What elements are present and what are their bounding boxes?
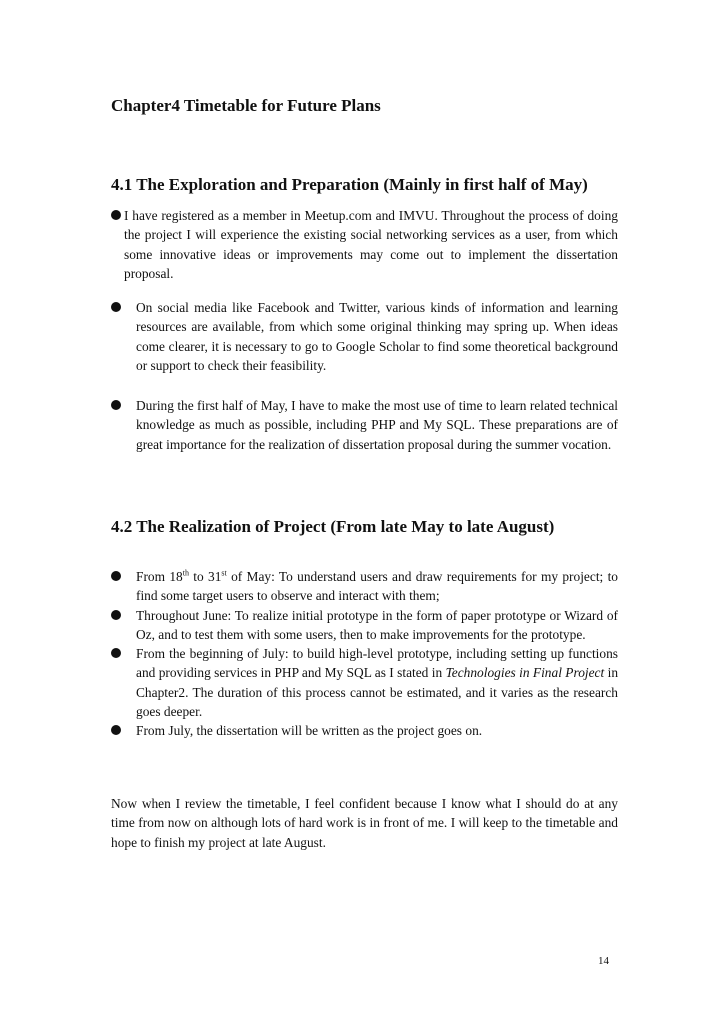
bullet-icon [111, 302, 121, 312]
bullet-text: From the beginning of July: to build high-level prototype, including setting up functions and providing services in PHP and My SQL as I stated in Technologies in Final Project in Chapter2. The duration of this process cannot be estimated, and it varies as the research goes deeper. [136, 646, 619, 720]
bullet-text: On social media like Facebook and Twitter, various kinds of information and learning resources are available, from which some original thinking may spring up. When ideas come clearer, it is necessary to go to Google Scholar to find some theoretical background or support to check their feasibility. [136, 300, 618, 373]
section2-bullet-1 [111, 567, 618, 606]
bullet-text: I have registered as a member in Meetup.com and IMVU. Throughout the process of doing the project I will experience the existing social networking services as a user, from which some innovative ideas or improvements may come out to implement the dissertation proposal. [124, 208, 618, 281]
section-title-4-1: 4.1 The Exploration and Preparation (Mainly in first half of May) [111, 175, 588, 194]
section1-bullet-2 [111, 298, 618, 375]
bullet-icon [111, 571, 121, 581]
section2-bullet-3 [111, 644, 618, 721]
bullet-text: From 18th to 31st of May: To understand users and draw requirements for my project; to find some target users to observe and interact with them; [136, 568, 618, 604]
bullet-icon [111, 400, 121, 410]
chapter-title: Chapter4 Timetable for Future Plans [111, 96, 381, 115]
section-title-4-2: 4.2 The Realization of Project (From late May to late August) [111, 517, 555, 536]
bullet-text: During the first half of May, I have to make the most use of time to learn related technical knowledge as much as possible, including PHP and My SQL. These preparations are of great importance for the realization of dissertation proposal during the summer vocation. [136, 398, 618, 452]
bullet-icon [111, 210, 121, 220]
section2-bullet-2 [111, 606, 618, 645]
bullet-text: From July, the dissertation will be written as the project goes on. [136, 723, 483, 739]
closing-paragraph: Now when I review the timetable, I feel confident because I know what I should do at any time from now on although lots of hard work is in front of me. I will keep to the timetable and hope to finish my project at late August. [111, 796, 618, 850]
page-number: 14 [598, 955, 609, 967]
bullet-text: Throughout June: To realize initial prototype in the form of paper prototype or Wizard of Oz, and to test them with some users, then to make improvements for the prototype. [136, 607, 618, 642]
bullet-icon [111, 725, 121, 735]
section2-bullet-4 [111, 721, 618, 740]
chapter-reference: Technologies in Final Project [445, 665, 605, 681]
bullet-icon [111, 610, 121, 620]
section1-bullet-1 [111, 206, 618, 283]
bullet-icon [111, 648, 121, 658]
section2-bullet-list [111, 567, 618, 741]
section1-bullet-3 [111, 396, 618, 454]
